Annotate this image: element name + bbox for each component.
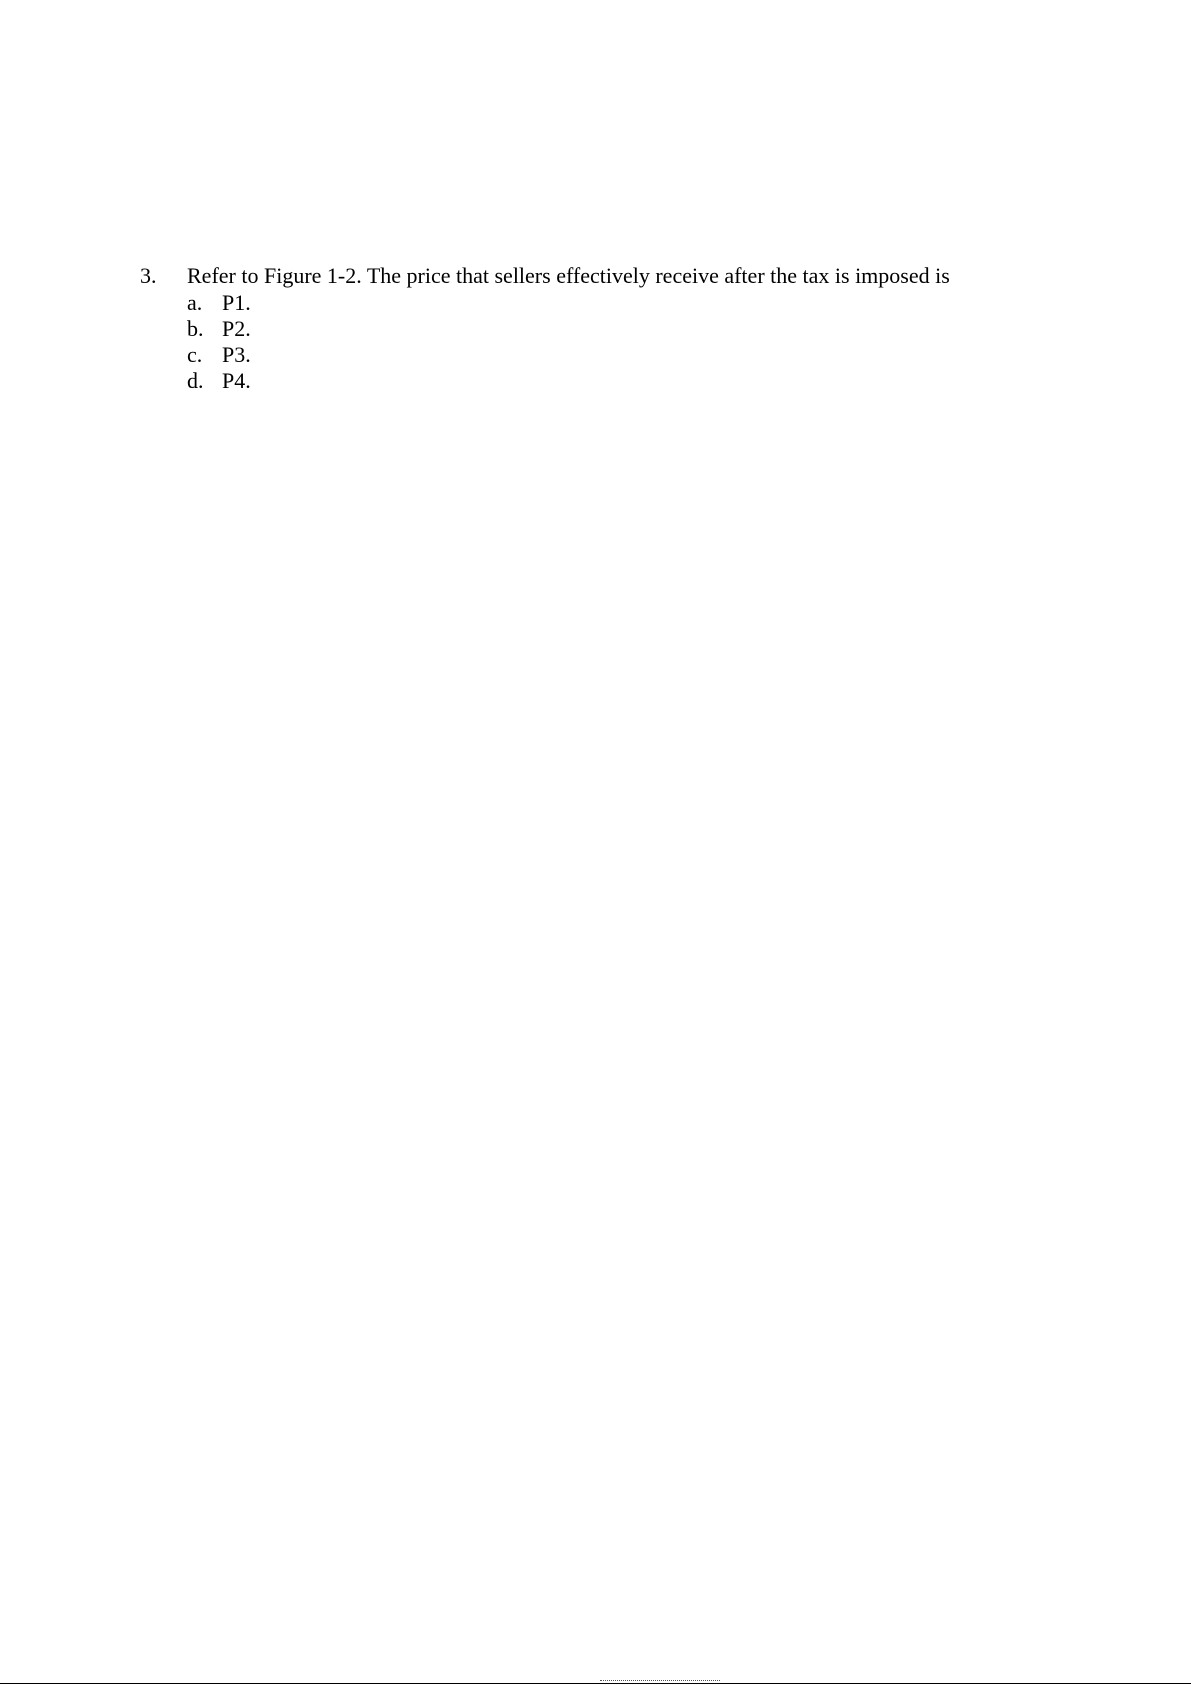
answer-option-b xyxy=(187,316,1191,342)
option-text: P4. xyxy=(222,368,251,393)
question-text: Refer to Figure 1-2. The price that sellers effectively receive after the tax is imposed is xyxy=(187,263,950,288)
option-text: P1. xyxy=(222,290,251,315)
option-letter: b. xyxy=(187,316,204,341)
option-letter: a. xyxy=(187,290,203,315)
answer-option-c xyxy=(187,342,1191,368)
question-3 xyxy=(140,262,1150,394)
answer-option-a xyxy=(187,290,1191,316)
question-stem xyxy=(140,262,1150,290)
page-bottom-rule xyxy=(0,1683,1191,1684)
page-bottom-scan-mark xyxy=(600,1680,720,1685)
option-text: P2. xyxy=(222,316,251,341)
option-text: P3. xyxy=(222,342,251,367)
option-letter: c. xyxy=(187,342,203,367)
question-number: 3. xyxy=(140,263,157,288)
answer-options xyxy=(187,290,1191,394)
option-letter: d. xyxy=(187,368,204,393)
answer-option-d xyxy=(187,368,1191,394)
